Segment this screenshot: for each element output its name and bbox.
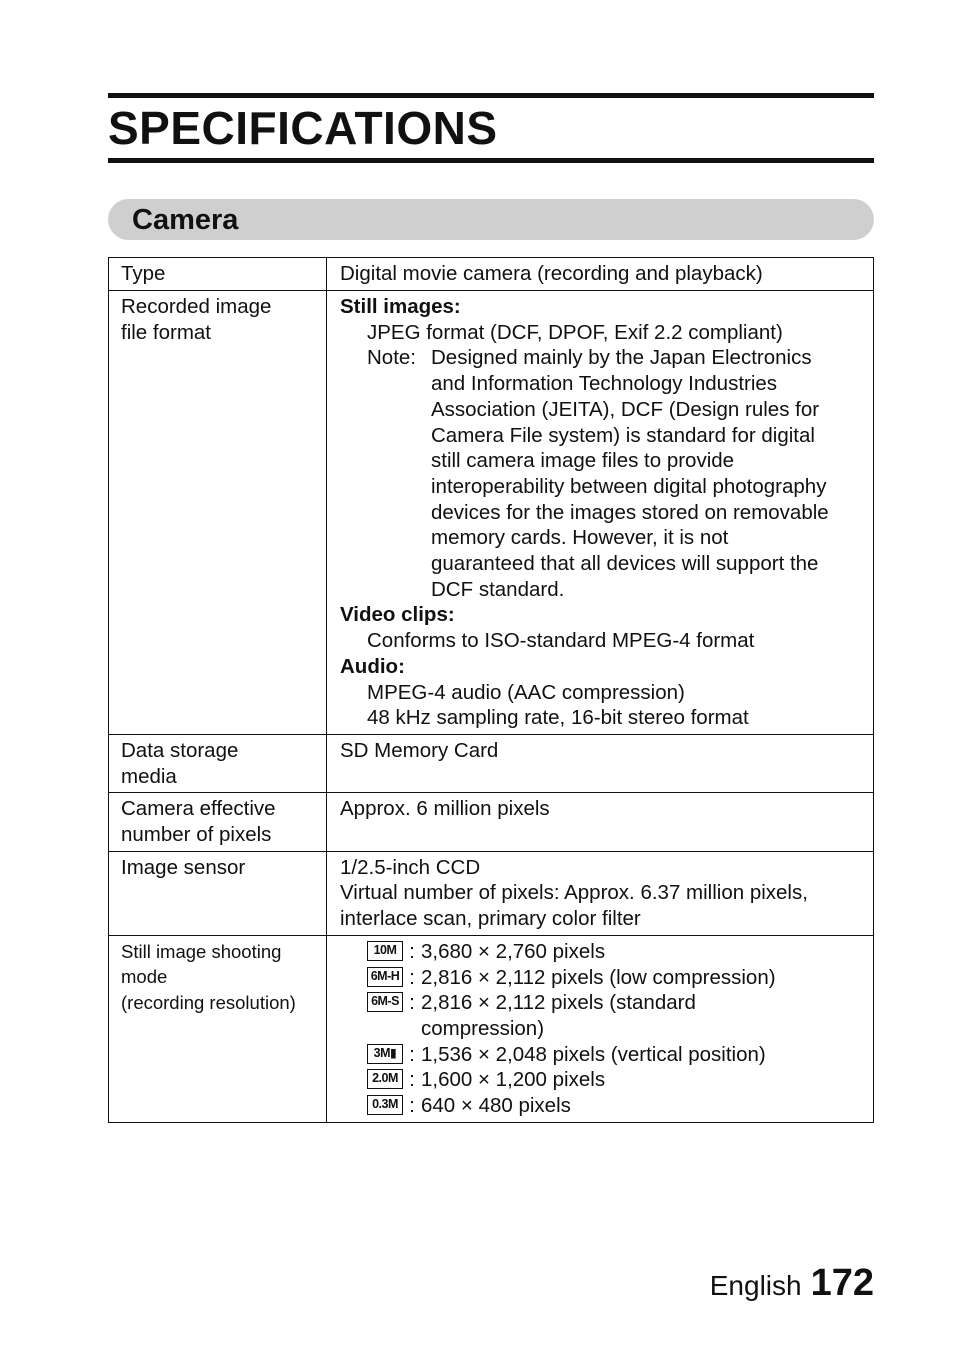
resolution-item: 3M▮ : 1,536 × 2,048 pixels (vertical position)	[340, 1042, 863, 1068]
spec-label: Image sensor	[109, 851, 327, 935]
resolution-item: 10M : 3,680 × 2,760 pixels	[340, 939, 863, 965]
table-row	[109, 291, 874, 735]
spec-value	[327, 935, 874, 1122]
resolution-item: 6M-H : 2,816 × 2,112 pixels (low compression)	[340, 965, 863, 991]
resolution-10m-icon: 10M	[367, 941, 403, 961]
table-row	[109, 935, 874, 1122]
spec-value: 1/2.5-inch CCD Virtual number of pixels: Approx. 6.37 million pixels, interlace scan, primary color filter	[327, 851, 874, 935]
still-heading: Still images:	[340, 295, 461, 318]
section-header	[108, 199, 874, 240]
resolution-item: 6M-S : 2,816 × 2,112 pixels (standard compression)	[340, 990, 863, 1041]
dcf-note: Note: Designed mainly by the Japan Electronics and Information Technology Industries Association (JEITA), DCF (Design rules for Camera File system) is standard for digital still camera image files to provide interoperability between digital photography devices for the images stored on removable memory cards. However, it is not guaranteed that all devices will support the DCF standard.	[367, 346, 829, 601]
table-row	[109, 258, 874, 291]
resolution-6m-s-icon: 6M-S	[367, 992, 403, 1012]
resolution-item: 2.0M : 1,600 × 1,200 pixels	[340, 1067, 863, 1093]
spec-value: Approx. 6 million pixels	[327, 793, 874, 851]
page-number: 172	[810, 1262, 874, 1304]
audio-heading: Audio:	[340, 654, 405, 678]
spec-value: Still images: JPEG format (DCF, DPOF, Exif 2.2 compliant) Note: Designed mainly by the Japan Electronics and Information Technology Industries Association (JEITA), DCF (Design rules for Camera File system) is standard for digital still camera image files to provide interoperability between digital photography devices for the images stored on removable memory cards. However, it is not guaranteed that all devices will support the DCF standard. Video clips: Conforms to ISO-standard MPEG-4 format Audio: MPEG-4 audio (AAC compression) 48 kHz sampling rate, 16-bit stereo format	[327, 291, 874, 735]
page-title: SPECIFICATIONS	[108, 102, 498, 154]
table-row	[109, 734, 874, 792]
table-row	[109, 793, 874, 851]
spec-value: SD Memory Card	[327, 734, 874, 792]
spec-label: Still image shooting mode (recording resolution)	[109, 935, 327, 1122]
section-title: Camera	[132, 204, 239, 236]
resolution-3m-vertical-icon: 3M▮	[367, 1044, 403, 1064]
resolution-item: 0.3M : 640 × 480 pixels	[340, 1093, 863, 1119]
resolution-6m-h-icon: 6M-H	[367, 967, 403, 987]
spec-label: Camera effective number of pixels	[109, 793, 327, 851]
title-rule-bottom	[108, 158, 874, 163]
spec-label: Data storage media	[109, 734, 327, 792]
footer-language: English	[709, 1270, 802, 1301]
title-rule-top	[108, 93, 874, 98]
page-footer	[710, 1262, 874, 1305]
spec-table	[108, 257, 874, 1123]
spec-label: Recorded image file format	[109, 291, 327, 735]
resolution-0-3m-icon: 0.3M	[367, 1095, 403, 1115]
spec-value: Digital movie camera (recording and playback)	[327, 258, 874, 291]
spec-label: Type	[109, 258, 327, 291]
resolution-2m-icon: 2.0M	[367, 1069, 403, 1089]
table-row	[109, 851, 874, 935]
video-heading: Video clips:	[340, 603, 455, 627]
